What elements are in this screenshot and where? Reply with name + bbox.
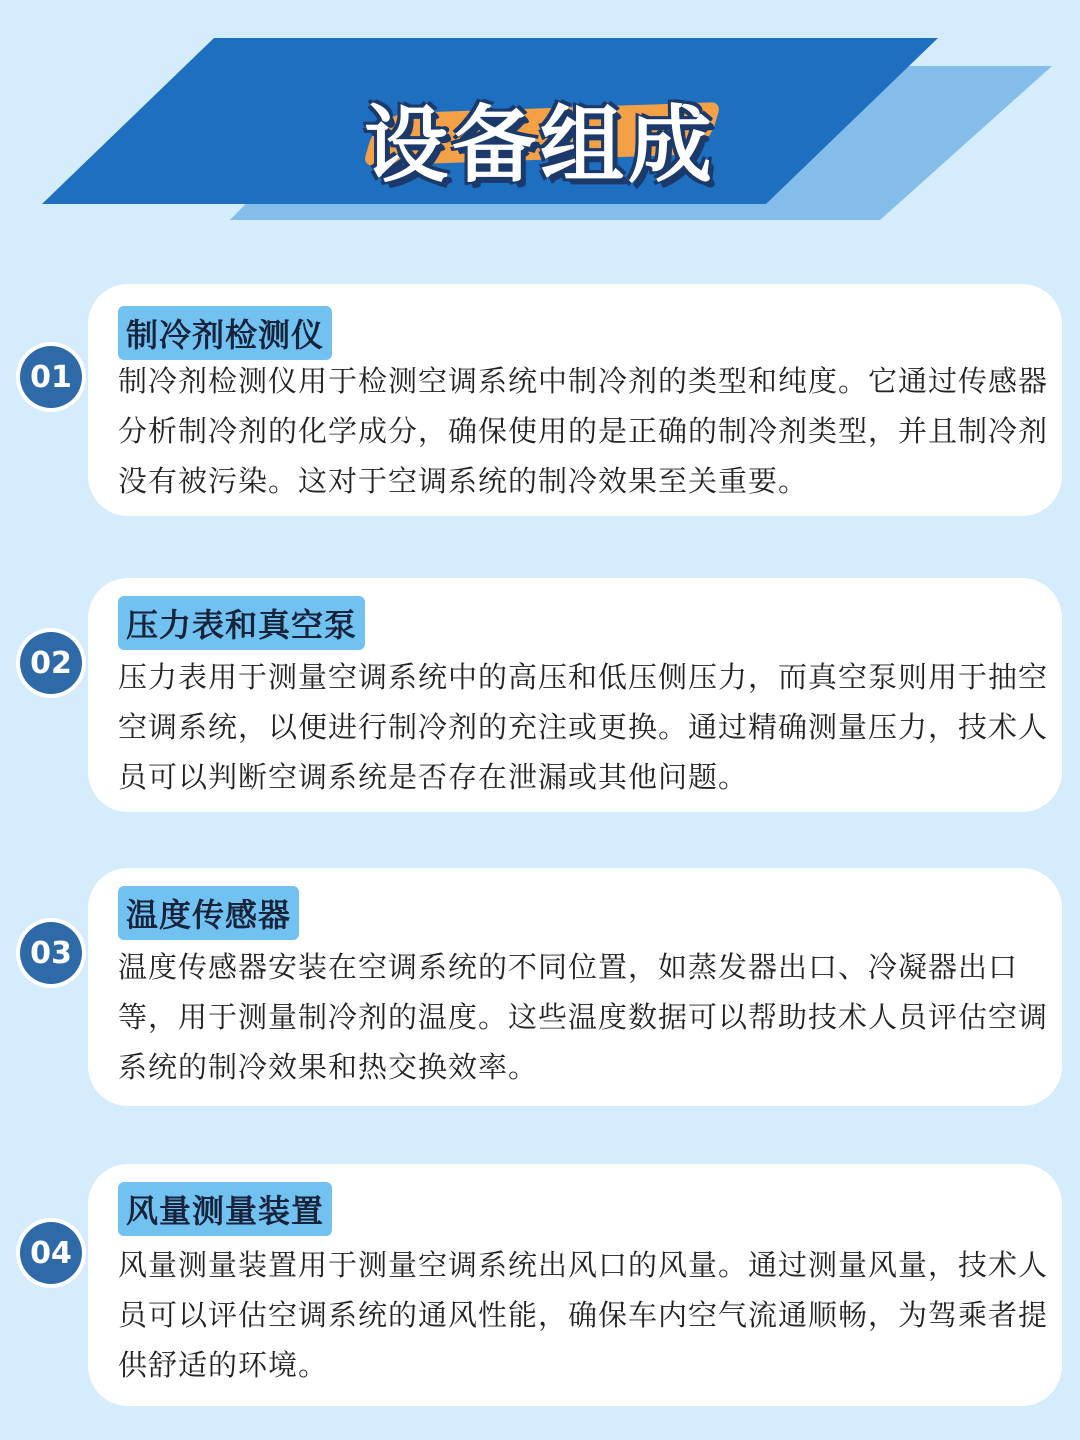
item-card-01: [88, 284, 1062, 516]
page-title: 设备组成: [363, 96, 716, 194]
item-number-badge: 04: [20, 1222, 82, 1284]
item-card-02: [88, 578, 1062, 812]
item-card-04: [88, 1164, 1062, 1406]
item-heading: 风量测量装置: [118, 1182, 332, 1236]
item-text: 制冷剂检测仪用于检测空调系统中制冷剂的类型和纯度。它通过传感器分析制冷剂的化学成分，确保使用的是正确的制冷剂类型，并且制冷剂没有被污染。这对于空调系统的制冷效果至关重要。: [118, 364, 1049, 498]
item-number-badge: 03: [20, 922, 82, 984]
item-number-badge: 01: [20, 346, 82, 408]
item-heading: 压力表和真空泵: [118, 596, 365, 650]
item-text: 压力表用于测量空调系统中的高压和低压侧压力，而真空泵则用于抽空空调系统，以便进行制冷剂的充注或更换。通过精确测量压力，技术人员可以判断空调系统是否存在泄漏或其他问题。: [118, 660, 1049, 794]
item-heading: 温度传感器: [118, 886, 299, 940]
item-text: 风量测量装置用于测量空调系统出风口的风量。通过测量风量，技术人员可以评估空调系统的通风性能，确保车内空气流通顺畅，为驾乘者提供舒适的环境。: [118, 1248, 1049, 1382]
header-banner: [0, 0, 1080, 240]
item-card-03: [88, 868, 1062, 1106]
item-text: 温度传感器安装在空调系统的不同位置，如蒸发器出口、冷凝器出口等，用于测量制冷剂的温度。这些温度数据可以帮助技术人员评估空调系统的制冷效果和热交换效率。: [118, 950, 1049, 1084]
item-heading: 制冷剂检测仪: [118, 306, 332, 360]
item-number-badge: 02: [20, 632, 82, 694]
